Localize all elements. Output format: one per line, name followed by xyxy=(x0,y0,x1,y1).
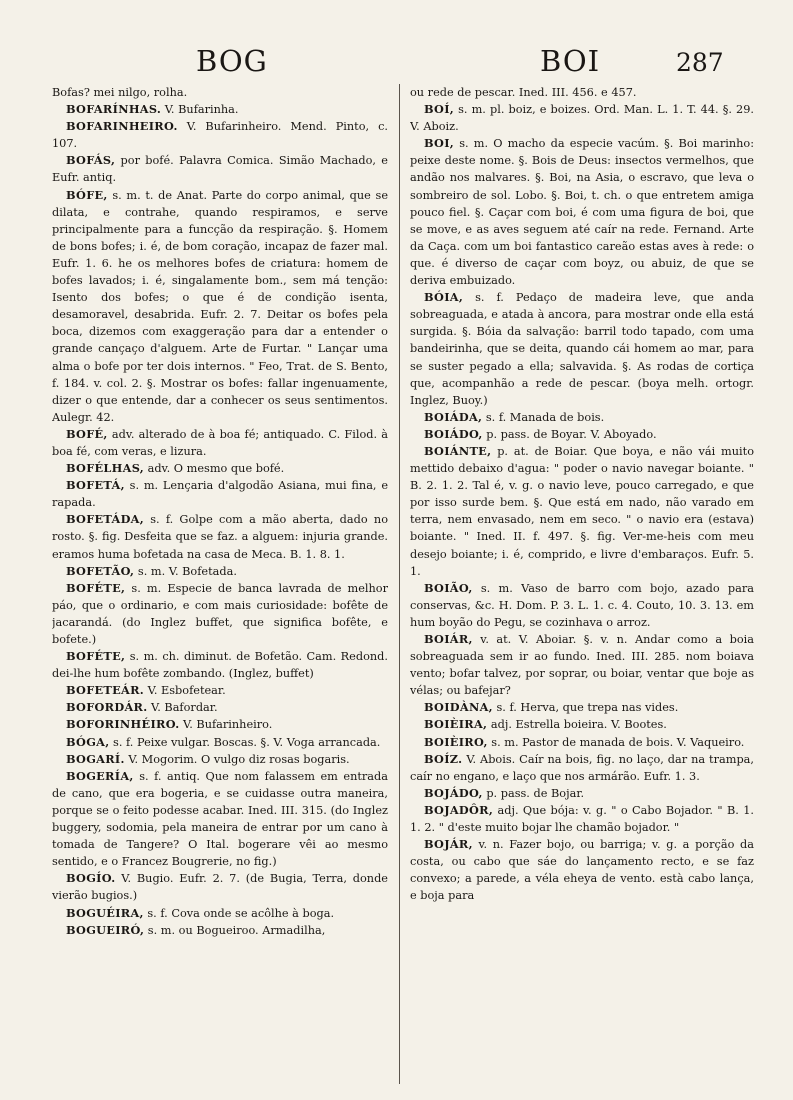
entry-definition: s. m. ch. diminut. de Bofetão. Cam. Redond. dei-lhe hum bofête zombando. (Inglez, buffet) xyxy=(52,650,388,681)
dictionary-entry xyxy=(52,870,388,904)
entry-headword: BOJADÔR, xyxy=(424,802,494,817)
entry-definition: s. f. Pedaço de madeira leve, que anda sobreaguada, e atada à ancora, para mostrar onde ella está surgida. §. Bóia da salvação: barril todo tapado, com uma bandeirinha, que se deita, quando cái homem ao mar, para se suster pegado a ella; salvavida. §. As rodas de cortiça que, acompanhão a rede de pescar. (boya melh. ortogr. Inglez, Buoy.) xyxy=(410,291,754,407)
dictionary-entry xyxy=(52,511,388,562)
entry-definition: V. Bugio. Eufr. 2. 7. (de Bugia, Terra, donde vierão bugios.) xyxy=(52,872,388,903)
entry-headword: BOGUEIRÓ, xyxy=(66,922,145,937)
dictionary-entry xyxy=(52,101,388,118)
dictionary-entry xyxy=(52,768,388,871)
entry-definition: s. m. pl. boiz, e boizes. Ord. Man. L. 1. T. 44. §. 29. V. Aboiz. xyxy=(410,103,754,134)
entry-headword: BOIÈIRO, xyxy=(424,734,488,749)
dictionary-entry xyxy=(52,84,388,101)
entry-definition: s. f. antiq. Que nom falassem em entrada de cano, que era bogeria, e se cuidasse outra maneira, porque se o feito podesse acabar. Ined. III. 315. (do Inglez buggery, sodomia, pela maneira de entrar por um cano à tomada de Tangere? O Ital. bogerare vêi ao mesmo sentido, e o Francez Bougrerie, no fig.) xyxy=(52,769,388,869)
dictionary-entry xyxy=(410,785,754,802)
dictionary-entry xyxy=(410,84,754,101)
entry-headword: BOIDÀNA, xyxy=(424,700,493,715)
entry-headword: BOFARINHEIRO. xyxy=(66,119,178,134)
entry-definition: s. m. Especie de banca lavrada de melhor páo, que o ordinario, e com mais curiosidade: bofête de jacarandá. (do Inglez buffet, que significa bofête, e bofete.) xyxy=(52,581,388,646)
dictionary-entry xyxy=(410,734,754,751)
entry-definition: V. Bufarinha. xyxy=(164,103,239,117)
entry-definition: p. at. de Boiar. Que boya, e não vái muito mettido debaixo d'agua: " poder o navio navegar boiante. " B. 2. 1. 2. Tal é, v. g. o navio leve, pouco carregado, e que por isso surde bem. §. Que está em nado, não varado em terra, nem envasado, nem em seco. " o navio era (estava) boiante. " Ined. II. f. 497. §. fig. Ver-me-heis com meu desejo boiante; i. é, comprido, e livre d'embaraços. Eufr. 5. 1. xyxy=(410,444,754,578)
dictionary-entry xyxy=(410,751,754,785)
dictionary-entry xyxy=(52,426,388,460)
entry-headword: BOFÁS, xyxy=(66,153,116,168)
entry-definition: V. Mogorim. O vulgo diz rosas bogaris. xyxy=(128,752,350,766)
dictionary-entry xyxy=(410,409,754,426)
entry-definition: s. f. Golpe com a mão aberta, dado no rosto. §. fig. Desfeita que se faz. a alguem: injuria grande. eramos huma bofetada na casa de Meca. B. 1. 8. 1. xyxy=(52,513,388,561)
dictionary-entry xyxy=(52,477,388,511)
dictionary-entry xyxy=(52,905,388,922)
dictionary-entry xyxy=(52,699,388,716)
entry-definition: V. Bufarinheiro. Mend. Pinto, c. 107. xyxy=(52,120,388,151)
entry-definition: s. m. O macho da especie vacúm. §. Boi marinho: peixe deste nome. §. Bois de Deus: insectos vermelhos, que andão nos malvares. §. Boi, na Asia, o escravo, que leva o sombreiro de sol. Lobo. §. Boi, t. ch. o que entretem amiga pouco fiel. §. Caçar com boi, é com uma figura de boi, que se move, e as aves seguem até caír na rede. Fernand. Arte da Caça. com um boi fantastico careão estas aves à rede: o que. é diverso de caçar com boyz, ou abuiz, de que se deriva embuizado. xyxy=(410,137,754,288)
entry-headword: BOIÈIRA, xyxy=(424,717,488,732)
entry-headword: BOIÃO, xyxy=(424,580,473,595)
dictionary-entry xyxy=(410,426,754,443)
right-guide-word: BOI xyxy=(540,44,601,78)
left-guide-word: BOG xyxy=(196,44,268,78)
entry-definition: s. m. Vaso de barro com bojo, azado para conservas, &c. H. Dom. P. 3. L. 1. c. 4. Couto, 10. 3. 13. em hum boyão do Pegu, se cozinhava o arroz. xyxy=(410,581,754,629)
entry-headword: BOGÍO. xyxy=(66,871,116,886)
dictionary-entry xyxy=(410,580,754,631)
entry-headword: BOIÁDA, xyxy=(424,409,483,424)
entry-headword: BOI, xyxy=(424,136,455,151)
entry-definition: s. m. t. de Anat. Parte do corpo animal, que se dilata, e contrahe, quando respiramos, e serve principalmente para a funcção da respiração. §. Homem de bons bofes; i. é, de bom coração, incapaz de fazer mal. Eufr. 1. 6. he os melhores bofes de criatura: homem de bofes lavados; i. é, singalamente bom., sem má tenção: Isento dos bofes; o que é de condição isenta, desamoravel, desabrida. Eufr. 2. 7. Deitar os bofes pela boca, dizemos com exaggeração para dar a entender o grande cançaço d'alguem. Arte de Furtar. " Lançar uma alma o bofe por ter dois internos. " Feo, Trat. de S. Bento, f. 184. v. col. 2. §. Mostrar os bofes: fallar ingenuamente, dizer o que entende, dar a conhecer os seus sentimentos. Aulegr. 42. xyxy=(52,188,388,424)
dictionary-entry xyxy=(52,563,388,580)
entry-definition: V. Abois. Caír na bois, fig. no laço, dar na trampa, caír no engano, e laço que nos armárão. Eufr. 1. 3. xyxy=(410,752,754,783)
entry-definition: adj. Que bója: v. g. " o Cabo Bojador. " B. 1. 1. 2. " d'este muito bojar lhe chamão bojador. " xyxy=(410,803,754,835)
entry-headword: BOIÁR, xyxy=(424,632,473,646)
page-number: 287 xyxy=(676,48,724,77)
dictionary-entry xyxy=(52,118,388,152)
entry-headword: BOJÁR, xyxy=(424,837,473,852)
dictionary-entry xyxy=(52,580,388,648)
dictionary-entry xyxy=(410,289,754,409)
entry-headword: BOFORINHÉIRO. xyxy=(66,717,180,732)
entry-headword: BÓGA, xyxy=(66,734,110,749)
entry-headword: BOJÁDO, xyxy=(424,785,483,800)
entry-definition: V. Esbofetear. xyxy=(147,684,226,698)
entry-headword: BOGARÍ. xyxy=(66,751,125,766)
entry-definition: por bofé. Palavra Comica. Simão Machado, e Eufr. antiq. xyxy=(52,154,388,185)
entry-headword: BOFETÃO, xyxy=(66,563,135,578)
entry-headword: BOÍZ. xyxy=(424,751,463,766)
entry-headword: BOFORDÁR. xyxy=(66,700,148,715)
running-header xyxy=(0,38,793,78)
dictionary-entry xyxy=(410,631,754,699)
dictionary-entry xyxy=(52,152,388,186)
entry-headword: BOFÉ, xyxy=(66,426,108,441)
dictionary-entry xyxy=(410,699,754,716)
entry-definition: v. at. V. Aboiar. §. v. n. Andar como a boia sobreaguada sem ir ao fundo. Ined. III. 285. nom boiava vento; bofar talvez, por soprar, ou boiar, ventar que boje as vélas; ou bafejar? xyxy=(410,633,754,698)
dictionary-entry xyxy=(410,716,754,733)
dictionary-entry xyxy=(410,101,754,135)
dictionary-entry xyxy=(410,802,754,836)
entry-headword: BOGUÉIRA, xyxy=(66,905,144,920)
entry-definition: s. m. Lençaria d'algodão Asiana, mui fina, e rapada. xyxy=(52,479,388,510)
column-divider xyxy=(399,84,400,1084)
entry-definition: adv. alterado de à boa fé; antiquado. C. Filod. à boa fé, com veras, e lizura. xyxy=(52,427,388,458)
entry-headword: BOFÉTE, xyxy=(66,580,126,595)
entry-definition: s. m. Pastor de manada de bois. V. Vaqueiro. xyxy=(491,735,745,749)
entry-definition: s. f. Cova onde se acôlhe à boga. xyxy=(147,906,335,920)
entry-definition: s. f. Manada de bois. xyxy=(485,410,605,424)
entry-headword: BOIÁDO, xyxy=(424,426,483,441)
entry-headword: BOGERÍA, xyxy=(66,768,134,783)
entry-definition: V. Bufarinheiro. xyxy=(183,718,273,732)
entry-headword: BOIÁNTE, xyxy=(424,443,492,458)
entry-headword: BOFETÁ, xyxy=(66,478,125,493)
entry-definition: s. m. ou Bogueiroo. Armadilha, xyxy=(147,923,326,937)
entry-definition: p. pass. de Bojar. xyxy=(486,786,585,800)
dictionary-entry xyxy=(52,734,388,751)
entry-headword: BOFARÍNHAS. xyxy=(66,102,162,117)
dictionary-entry xyxy=(52,922,388,939)
dictionary-entry xyxy=(52,682,388,699)
entry-headword: BOFÉTE, xyxy=(66,649,126,664)
entry-headword: BOFETEÁR. xyxy=(66,683,145,698)
entry-headword: BOFETÁDA, xyxy=(66,512,144,527)
entry-definition: s. m. V. Bofetada. xyxy=(137,564,237,578)
entry-headword: BÓFE, xyxy=(66,187,108,202)
entry-definition: s. f. Herva, que trepa nas vides. xyxy=(496,701,679,715)
dictionary-entry xyxy=(410,135,754,289)
dictionary-entry xyxy=(52,187,388,426)
right-column xyxy=(410,84,754,1084)
left-column xyxy=(52,84,388,1084)
entry-definition: s. f. Peixe vulgar. Boscas. §. V. Voga arrancada. xyxy=(113,735,381,749)
entry-definition: v. n. Fazer bojo, ou barriga; v. g. a porção da costa, ou cabo que sáe do lançamento recto, e se faz convexo; a parede, a véla eheya de vento. està cabo lança, e boja para xyxy=(410,838,754,903)
dictionary-entry xyxy=(52,716,388,733)
dictionary-entry xyxy=(52,460,388,477)
entry-headword: BÓIA, xyxy=(424,290,464,305)
entry-headword: BOFÉLHAS, xyxy=(66,461,144,476)
entry-headword: BOÍ, xyxy=(424,102,455,117)
dictionary-entry xyxy=(52,648,388,682)
dictionary-entry xyxy=(410,836,754,904)
entry-definition: V. Bafordar. xyxy=(151,701,218,715)
entry-definition: Bofas? mei nilgo, rolha. xyxy=(52,86,188,99)
dictionary-entry xyxy=(52,751,388,768)
dictionary-entry xyxy=(410,443,754,580)
entry-definition: p. pass. de Boyar. V. Aboyado. xyxy=(486,427,657,441)
entry-definition: ou rede de pescar. Ined. III. 456. e 457. xyxy=(410,86,637,99)
entry-definition: adj. Estrella boieira. V. Bootes. xyxy=(490,718,667,732)
entry-definition: adv. O mesmo que bofé. xyxy=(147,462,285,476)
